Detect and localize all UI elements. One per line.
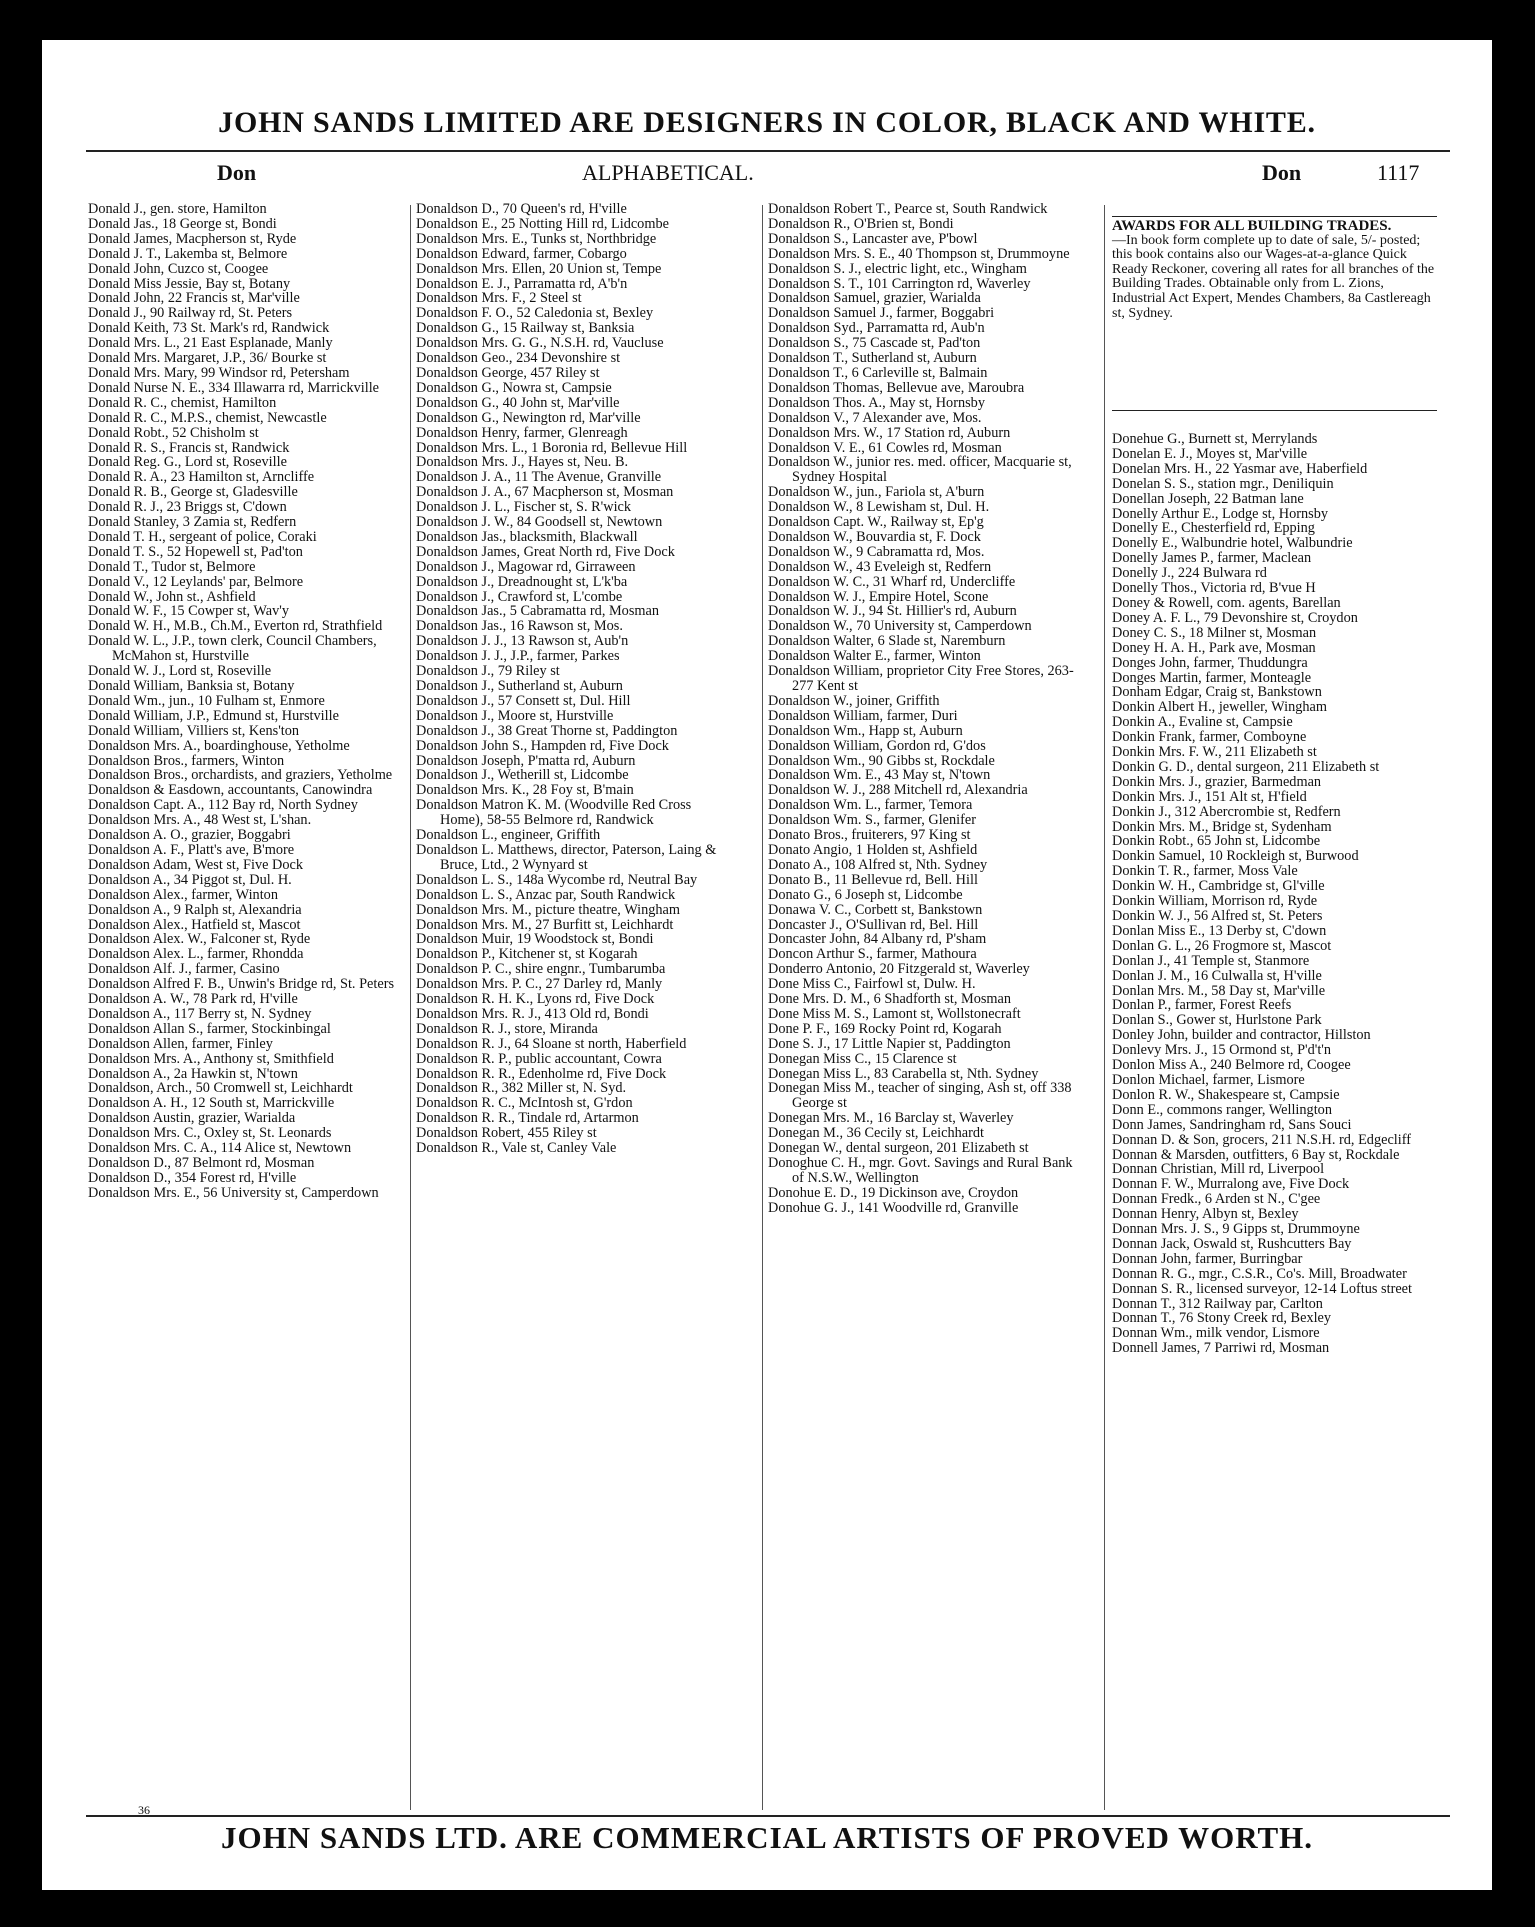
directory-entry: Donkin Mrs. J., grazier, Barmedman — [1112, 773, 1322, 790]
directory-entry: Donaldson Robert, 455 Riley st — [416, 1125, 597, 1142]
directory-entry: Donald Reg. G., Lord st, Roseville — [88, 454, 287, 471]
directory-entry: Donald W. F., 15 Cowper st, Wav'y — [88, 603, 289, 620]
directory-entry: Done Miss C., Fairfowl st, Dulw. H. — [768, 976, 976, 993]
directory-entry: Donaldson F. O., 52 Caledonia st, Bexley — [416, 305, 654, 322]
directory-entry: Donellan Joseph, 22 Batman lane — [1112, 490, 1304, 507]
directory-entry: Donelan E. J., Moyes st, Mar'ville — [1112, 445, 1308, 462]
directory-entry: Donaldson J. W., 84 Goodsell st, Newtown — [416, 514, 663, 531]
directory-entry: Donkin Robt., 65 John st, Lidcombe — [1112, 833, 1321, 850]
directory-entry: Donald Mrs. L., 21 East Esplanade, Manly — [88, 335, 333, 352]
directory-entry: Donnan Jack, Oswald st, Rushcutters Bay — [1112, 1235, 1352, 1252]
directory-entry: Doney & Rowell, com. agents, Barellan — [1112, 594, 1341, 611]
directory-entry: Donaldson Joseph, P'matta rd, Auburn — [416, 752, 636, 769]
directory-entry: Donkin W. H., Cambridge st, Gl'ville — [1112, 878, 1325, 895]
directory-entry: Donaldson R. P., public accountant, Cowra — [416, 1050, 662, 1067]
directory-entry: Donald William, Villiers st, Kens'ton — [88, 722, 300, 739]
directory-entry: Donaldson J., Dreadnought st, L'k'ba — [416, 573, 628, 590]
directory-entry: Donald W. H., M.B., Ch.M., Everton rd, Strathfield — [88, 618, 383, 635]
directory-entry: Donlon R. W., Shakespeare st, Campsie — [1112, 1086, 1340, 1103]
directory-entry: Donaldson J. J., 13 Rawson st, Aub'n — [416, 633, 629, 650]
directory-entry: Donaldson William, Gordon rd, G'dos — [768, 737, 986, 754]
directory-entry: Donaldson Jas., 16 Rawson st, Mos. — [416, 618, 623, 635]
directory-entry: Donaldson D., 354 Forest rd, H'ville — [88, 1169, 297, 1186]
directory-entry: Donlon Miss A., 240 Belmore rd, Coogee — [1112, 1057, 1351, 1074]
directory-entry: Donaldson Mrs. W., 17 Station rd, Auburn — [768, 424, 1011, 441]
directory-entry: Donaldson Allen, farmer, Finley — [88, 1035, 273, 1052]
directory-entry: Donnan & Marsden, outfitters, 6 Bay st, Rockdale — [1112, 1146, 1400, 1163]
directory-entry: Donges John, farmer, Thuddungra — [1112, 654, 1308, 671]
right-catchword: Don — [1262, 160, 1302, 185]
directory-entry: Donaldson W. C., 31 Wharf rd, Undercliffe — [768, 573, 1016, 590]
directory-entry: Donaldson A., 34 Piggot st, Dul. H. — [88, 871, 292, 888]
directory-entry: Donaldson & Easdown, accountants, Canowindra — [88, 782, 373, 799]
directory-page — [42, 40, 1492, 1890]
directory-entry: Doncon Arthur S., farmer, Mathoura — [768, 946, 977, 963]
directory-entry: Donaldson Alex., Hatfield st, Mascot — [88, 916, 301, 933]
directory-entry: Donlan P., farmer, Forest Reefs — [1112, 997, 1292, 1014]
directory-entry: Donelly E., Walbundrie hotel, Walbundrie — [1112, 535, 1353, 552]
directory-entry: Donaldson R., O'Brien st, Bondi — [768, 215, 954, 232]
directory-entry: Donlan S., Gower st, Hurlstone Park — [1112, 1012, 1322, 1029]
directory-entry: Donaldson W., junior res. med. officer, Macquarie st, Sydney Hospital — [768, 454, 1072, 486]
directory-entry: Donald T. S., 52 Hopewell st, Pad'ton — [88, 543, 303, 560]
directory-entry: Donald Stanley, 3 Zamia st, Redfern — [88, 514, 297, 531]
directory-entry: Donaldson S., 75 Cascade st, Pad'ton — [768, 335, 981, 352]
directory-entry: Donaldson A. F., Platt's ave, B'more — [88, 841, 295, 858]
directory-entry: Donaldson W., 43 Eveleigh st, Redfern — [768, 558, 992, 575]
directory-entry: Done Mrs. D. M., 6 Shadforth st, Mosman — [768, 991, 1012, 1008]
directory-entry: Donohue G. J., 141 Woodville rd, Granville — [768, 1199, 1019, 1216]
directory-entry: Donaldson S. T., 101 Carrington rd, Waverley — [768, 275, 1031, 292]
directory-entry: Donelan S. S., station mgr., Deniliquin — [1112, 475, 1334, 492]
directory-entry: Donald R. C., M.P.S., chemist, Newcastle — [88, 409, 327, 426]
directory-entry: Donald W. L., J.P., town clerk, Council Chambers, McMahon st, Hurstville — [88, 633, 377, 665]
column-divider — [1104, 205, 1105, 1810]
directory-entry: Donaldson A. W., 78 Park rd, H'ville — [88, 991, 298, 1008]
directory-entry: Donaldson Matron K. M. (Woodville Red Cross Home), 58-55 Belmore rd, Randwick — [416, 797, 692, 829]
directory-entry: Donaldson J., Moore st, Hurstville — [416, 707, 614, 724]
directory-entry: Donaldson Mrs. R. J., 413 Old rd, Bondi — [416, 1005, 649, 1022]
directory-entry: Donaldson Wm. S., farmer, Glenifer — [768, 812, 977, 829]
directory-entry: Donaldson J., Wetherill st, Lidcombe — [416, 767, 629, 784]
directory-entry: Donkin Mrs. J., 151 Alt st, H'field — [1112, 788, 1307, 805]
directory-entry: Donaldson V. E., 61 Cowles rd, Mosman — [768, 439, 1002, 456]
directory-entry: Donkin William, Morrison rd, Ryde — [1112, 893, 1318, 910]
directory-entry: Donaldson Mrs. Ellen, 20 Union st, Tempe — [416, 260, 662, 277]
directory-entry: Donaldson R. H. K., Lyons rd, Five Dock — [416, 991, 655, 1008]
directory-entry: Donald Miss Jessie, Bay st, Botany — [88, 275, 291, 292]
directory-entry: Donaldson R. C., McIntosh st, G'rdon — [416, 1095, 633, 1112]
directory-entry: Donaldson J., Magowar rd, Girraween — [416, 558, 636, 575]
directory-entry: Donlevy Mrs. J., 15 Ormond st, P'd't'n — [1112, 1042, 1332, 1059]
directory-entry: Donkin G. D., dental surgeon, 211 Elizabeth st — [1112, 758, 1380, 775]
directory-entry: Donaldson J. A., 67 Macpherson st, Mosman — [416, 484, 674, 501]
directory-entry: Donelly Arthur E., Lodge st, Hornsby — [1112, 505, 1329, 522]
directory-entry: Donaldson Mrs. E., 56 University st, Camperdown — [88, 1184, 379, 1201]
directory-entry: Donaldson Mrs. F., 2 Steel st — [416, 290, 582, 307]
directory-entry: Donaldson Thos. A., May st, Hornsby — [768, 394, 985, 411]
directory-entry: Donaldson R. R., Tindale rd, Artarmon — [416, 1110, 639, 1127]
directory-entry: Donaldson Alf. J., farmer, Casino — [88, 961, 280, 978]
directory-entry: Donaldson W. J., Empire Hotel, Scone — [768, 588, 989, 605]
directory-entry: Donaldson James, Great North rd, Five Dock — [416, 543, 675, 560]
directory-entry: Donnan S. R., licensed surveyor, 12-14 Loftus street — [1112, 1280, 1413, 1297]
directory-entry: Donaldson A. H., 12 South st, Marrickville — [88, 1095, 335, 1112]
directory-entry: Donaldson Mrs. K., 28 Foy st, B'main — [416, 782, 634, 799]
directory-entry: Donaldson R. R., Edenholme rd, Five Dock — [416, 1065, 667, 1082]
directory-entry: Donnan R. G., mgr., C.S.R., Co's. Mill, Broadwater — [1112, 1265, 1407, 1282]
directory-entry: Donaldson R. J., store, Miranda — [416, 1020, 598, 1037]
directory-entry: Donaldson Walter, 6 Slade st, Naremburn — [768, 633, 1006, 650]
directory-entry: Donoghue C. H., mgr. Govt. Savings and Rural Bank of N.S.W., Wellington — [768, 1155, 1073, 1186]
directory-entry: Donald W. J., Lord st, Roseville — [88, 663, 272, 680]
footer-page-number: 36 — [138, 1803, 150, 1817]
directory-entry: Donald R. C., chemist, Hamilton — [88, 394, 277, 411]
running-header — [42, 160, 1492, 190]
directory-entry: Donaldson Wm. L., farmer, Temora — [768, 797, 973, 814]
directory-entry: Donegan Miss C., 15 Clarence st — [768, 1050, 957, 1067]
advert-text: —In book form complete up to date of sale, 5/- posted; this book contains also our Wages-at-a-glance Quick Ready Reckoner, covering all rates for all branches of the Building Trades. Obtainable only from L. Zions, Industrial Act Expert, Mendes Chambers, 8a Castlereagh st, Sydney. — [1112, 232, 1435, 321]
directory-entry: Donelly Thos., Victoria rd, B'vue H — [1112, 580, 1316, 597]
directory-entry: Donkin W. J., 56 Alfred st, St. Peters — [1112, 908, 1323, 924]
directory-entry: Donaldson W., joiner, Griffith — [768, 692, 940, 709]
directory-column-4 — [1112, 432, 1442, 1812]
directory-entry: Donohue E. D., 19 Dickinson ave, Croydon — [768, 1184, 1019, 1201]
directory-entry: Donderro Antonio, 20 Fitzgerald st, Waverley — [768, 961, 1030, 978]
directory-entry: Donaldson W., jun., Fariola st, A'burn — [768, 484, 985, 501]
directory-entry: Donald Mrs. Mary, 99 Windsor rd, Petersham — [88, 364, 350, 381]
directory-entry: Donald R. S., Francis st, Randwick — [88, 439, 290, 456]
directory-entry: Donald V., 12 Leylands' par, Belmore — [88, 573, 304, 590]
directory-entry: Donaldson Mrs. P. C., 27 Darley rd, Manly — [416, 976, 663, 993]
directory-entry: Donlan J. M., 16 Culwalla st, H'ville — [1112, 967, 1322, 984]
directory-entry: Donato G., 6 Joseph st, Lidcombe — [768, 886, 963, 903]
directory-entry: Donaldson R., Vale st, Canley Vale — [416, 1140, 617, 1157]
directory-entry: Donaldson, Arch., 50 Cromwell st, Leichhardt — [88, 1080, 353, 1097]
directory-entry: Donaldson Adam, West st, Five Dock — [88, 856, 304, 873]
directory-entry: Donaldson Mrs. G. G., N.S.H. rd, Vaucluse — [416, 335, 664, 352]
directory-entry: Doncaster John, 84 Albany rd, P'sham — [768, 931, 987, 948]
directory-entry: Donato B., 11 Bellevue rd, Bell. Hill — [768, 871, 978, 888]
directory-entry: Donkin T. R., farmer, Moss Vale — [1112, 863, 1298, 880]
directory-entry: Donaldson Mrs. A., Anthony st, Smithfield — [88, 1050, 334, 1067]
directory-entry: Donaldson D., 87 Belmont rd, Mosman — [88, 1155, 315, 1171]
directory-entry: Donald Robt., 52 Chisholm st — [88, 424, 259, 441]
directory-entry: Donaldson William, proprietor City Free Stores, 263-277 Kent st — [768, 663, 1074, 694]
directory-entry: Donaldson J. J., J.P., farmer, Parkes — [416, 648, 620, 665]
directory-entry: Donald J., 90 Railway rd, St. Peters — [88, 305, 293, 322]
directory-entry: Donald T., Tudor st, Belmore — [88, 558, 256, 575]
directory-entry: Donaldson A. O., grazier, Boggabri — [88, 827, 291, 844]
directory-entry: Donnan Mrs. J. S., 9 Gipps st, Drummoyne — [1112, 1221, 1360, 1238]
directory-entry: Donaldson T., Sutherland st, Auburn — [768, 350, 977, 367]
directory-entry: Donnan John, farmer, Burringbar — [1112, 1250, 1303, 1267]
directory-entry: Donnan D. & Son, grocers, 211 N.S.H. rd, Edgecliff — [1112, 1131, 1411, 1148]
directory-entry: Donegan W., dental surgeon, 201 Elizabeth st — [768, 1140, 1029, 1157]
directory-entry: Donaldson W. J., 288 Mitchell rd, Alexandria — [768, 782, 1028, 799]
directory-entry: Donato Angio, 1 Holden st, Ashfield — [768, 841, 978, 858]
directory-entry: Donald William, Banksia st, Botany — [88, 678, 295, 694]
directory-entry: Donaldson J., 38 Great Thorne st, Paddington — [416, 722, 678, 739]
directory-entry: Donaldson T., 6 Carleville st, Balmain — [768, 364, 988, 381]
directory-entry: Donaldson J. A., 11 The Avenue, Granville — [416, 469, 662, 486]
directory-entry: Donaldson Alex. W., Falconer st, Ryde — [88, 931, 311, 948]
directory-entry: Donkin Mrs. M., Bridge st, Sydenham — [1112, 818, 1332, 835]
directory-entry: Donaldson Wm. E., 43 May st, N'town — [768, 767, 991, 784]
bottom-rule — [86, 1815, 1450, 1817]
directory-entry: Done S. J., 17 Little Napier st, Paddington — [768, 1035, 1011, 1052]
directory-entry: Donaldson George, 457 Riley st — [416, 364, 600, 381]
directory-entry: Donaldson E. J., Parramatta rd, A'b'n — [416, 275, 628, 292]
directory-entry: Donelly James P., farmer, Maclean — [1112, 550, 1312, 567]
directory-entry: Donald T. H., sergeant of police, Coraki — [88, 528, 317, 545]
advert-title: AWARDS FOR ALL BUILDING TRADES. — [1112, 218, 1392, 234]
directory-entry: Donald William, J.P., Edmund st, Hurstville — [88, 707, 339, 724]
directory-entry: Donelan Mrs. H., 22 Yasmar ave, Haberfield — [1112, 460, 1368, 477]
directory-entry: Donnan T., 312 Railway par, Carlton — [1112, 1295, 1323, 1312]
directory-entry: Donelly J., 224 Bulwara rd — [1112, 565, 1267, 582]
directory-entry: Donaldson G., 15 Railway st, Banksia — [416, 320, 635, 337]
top-advert-banner: JOHN SANDS LIMITED ARE DESIGNERS IN COLOR, BLACK AND WHITE. — [218, 106, 1316, 139]
directory-entry: Donnan Christian, Mill rd, Liverpool — [1112, 1161, 1325, 1178]
directory-entry: Donaldson Allan S., farmer, Stockinbingal — [88, 1020, 331, 1037]
directory-entry: Donaldson Wm., 90 Gibbs st, Rockdale — [768, 752, 995, 769]
page-number: 1117 — [1377, 160, 1420, 185]
directory-entry: Donaldson Mrs. L., 1 Boronia rd, Bellevue Hill — [416, 439, 688, 456]
directory-entry: Doney H. A. H., Park ave, Mosman — [1112, 639, 1316, 656]
directory-entry: Donaldson J., 79 Riley st — [416, 663, 560, 680]
directory-entry: Donaldson Mrs. E., Tunks st, Northbridge — [416, 230, 657, 247]
directory-entry: Donn E., commons ranger, Wellington — [1112, 1101, 1332, 1118]
directory-entry: Donaldson A., 2a Hawkin st, N'town — [88, 1065, 298, 1082]
directory-entry: Donaldson G., 40 John st, Mar'ville — [416, 394, 620, 411]
left-catchword: Don — [217, 160, 257, 185]
directory-entry: Donald J. T., Lakemba st, Belmore — [88, 245, 288, 262]
directory-entry: Donkin Albert H., jeweller, Wingham — [1112, 699, 1327, 716]
directory-entry: Donaldson D., 70 Queen's rd, H'ville — [416, 202, 627, 217]
directory-column-3 — [768, 202, 1088, 1822]
directory-column-2 — [416, 202, 734, 1822]
directory-entry: Donegan M., 36 Cecily st, Leichhardt — [768, 1125, 984, 1142]
directory-entry: Donaldson R., 382 Miller st, N. Syd. — [416, 1080, 627, 1097]
directory-entry: Donegan Mrs. M., 16 Barclay st, Waverley — [768, 1110, 1014, 1127]
directory-entry: Donnan T., 76 Stony Creek rd, Bexley — [1112, 1310, 1332, 1327]
directory-entry: Donnan Fredk., 6 Arden st N., C'gee — [1112, 1191, 1321, 1208]
directory-entry: Donlan J., 41 Temple st, Stanmore — [1112, 952, 1310, 969]
directory-entry: Donkin Frank, farmer, Comboyne — [1112, 729, 1307, 746]
directory-entry: Donaldson G., Newington rd, Mar'ville — [416, 409, 641, 426]
directory-entry: Donnan F. W., Murralong ave, Five Dock — [1112, 1176, 1350, 1193]
directory-entry: Donaldson Alex. L., farmer, Rhondda — [88, 946, 304, 963]
directory-entry: Donald R. B., George st, Gladesville — [88, 484, 298, 501]
directory-entry: Donaldson J. L., Fischer st, S. R'wick — [416, 499, 632, 516]
directory-entry: Donaldson Jas., blacksmith, Blackwall — [416, 528, 638, 545]
directory-entry: Donaldson J., 57 Consett st, Dul. Hill — [416, 692, 631, 709]
directory-entry: Donald Jas., 18 George st, Bondi — [88, 215, 277, 232]
directory-entry: Donald W., John st., Ashfield — [88, 588, 256, 605]
directory-entry: Donaldson J., Crawford st, L'combe — [416, 588, 623, 605]
directory-entry: Donges Martin, farmer, Monteagle — [1112, 669, 1312, 686]
directory-entry: Donaldson Mrs. M., 27 Burfitt st, Leichhardt — [416, 916, 674, 933]
column-divider — [410, 205, 411, 1810]
directory-entry: Donald Nurse N. E., 334 Illawarra rd, Marrickville — [88, 379, 380, 396]
directory-entry: Donaldson Samuel, grazier, Warialda — [768, 290, 981, 307]
directory-entry: Donald James, Macpherson st, Ryde — [88, 230, 297, 247]
directory-entry: Donaldson Capt. A., 112 Bay rd, North Sydney — [88, 797, 358, 814]
directory-entry: Donehue G., Burnett st, Merrylands — [1112, 432, 1318, 447]
directory-entry: Donaldson Walter E., farmer, Winton — [768, 648, 981, 665]
directory-entry: Donegan Miss M., teacher of singing, Ash st, off 338 George st — [768, 1080, 1072, 1112]
directory-entry: Donkin J., 312 Abercrombie st, Redfern — [1112, 803, 1341, 820]
section-title: ALPHABETICAL. — [582, 160, 754, 185]
building-trades-advert — [1112, 216, 1437, 321]
directory-entry: Done Miss M. S., Lamont st, Wollstonecraft — [768, 1005, 1021, 1022]
directory-entry: Doney C. S., 18 Milner st, Mosman — [1112, 624, 1317, 641]
directory-entry: Donaldson Geo., 234 Devonshire st — [416, 350, 621, 367]
directory-entry: Donaldson Mrs. C. A., 114 Alice st, Newtown — [88, 1140, 352, 1157]
directory-entry: Donkin A., Evaline st, Campsie — [1112, 714, 1293, 731]
directory-entry: Donaldson Mrs. M., picture theatre, Wingham — [416, 901, 680, 918]
directory-entry: Donaldson A., 117 Berry st, N. Sydney — [88, 1005, 312, 1022]
directory-entry: Donaldson L. S., Anzac par, South Randwick — [416, 886, 676, 903]
directory-entry: Donn James, Sandringham rd, Sans Souci — [1112, 1116, 1352, 1133]
directory-entry: Donaldson L., engineer, Griffith — [416, 827, 601, 844]
directory-entry: Donkin Mrs. F. W., 211 Elizabeth st — [1112, 744, 1317, 761]
directory-entry: Donald J., gen. store, Hamilton — [88, 202, 267, 217]
directory-entry: Donaldson J., Sutherland st, Auburn — [416, 678, 623, 694]
directory-entry: Donnan Henry, Albyn st, Bexley — [1112, 1206, 1299, 1223]
directory-entry: Donaldson Muir, 19 Woodstock st, Bondi — [416, 931, 654, 948]
directory-entry: Donaldson L. Matthews, director, Paterson, Laing & Bruce, Ltd., 2 Wynyard st — [416, 841, 717, 873]
directory-entry: Donaldson William, farmer, Duri — [768, 707, 958, 724]
directory-entry: Donaldson Syd., Parramatta rd, Aub'n — [768, 320, 985, 337]
directory-entry: Donaldson Alex., farmer, Winton — [88, 886, 278, 903]
advert-rule — [1112, 410, 1437, 411]
directory-entry: Donaldson Henry, farmer, Glenreagh — [416, 424, 628, 441]
column-divider — [762, 205, 763, 1810]
directory-entry: Donlan Miss E., 13 Derby st, C'down — [1112, 922, 1327, 939]
directory-entry: Donaldson Wm., Happ st, Auburn — [768, 722, 963, 739]
directory-entry: Done P. F., 169 Rocky Point rd, Kogarah — [768, 1020, 1002, 1037]
directory-entry: Donegan Miss L., 83 Carabella st, Nth. Sydney — [768, 1065, 1039, 1082]
directory-entry: Donato Bros., fruiterers, 97 King st — [768, 827, 971, 844]
directory-entry: Donald R. J., 23 Briggs st, C'down — [88, 499, 287, 516]
directory-entry: Donaldson W., Bouvardia st, F. Dock — [768, 528, 981, 545]
directory-entry: Donnan Wm., milk vendor, Lismore — [1112, 1325, 1320, 1342]
directory-entry: Donaldson G., Nowra st, Campsie — [416, 379, 612, 396]
directory-entry: Donaldson R. J., 64 Sloane st north, Haberfield — [416, 1035, 687, 1052]
directory-entry: Donaldson Austin, grazier, Warialda — [88, 1110, 296, 1127]
directory-entry: Donlan G. L., 26 Frogmore st, Mascot — [1112, 937, 1332, 954]
directory-entry: Donaldson W., 9 Cabramatta rd, Mos. — [768, 543, 985, 560]
directory-entry: Donaldson S., Lancaster ave, P'bowl — [768, 230, 978, 247]
directory-entry: Donaldson W., 70 University st, Camperdown — [768, 618, 1032, 635]
directory-entry: Doney A. F. L., 79 Devonshire st, Croydon — [1112, 609, 1358, 626]
directory-entry: Donald John, Cuzco st, Coogee — [88, 260, 269, 277]
directory-entry: Donlon Michael, farmer, Lismore — [1112, 1071, 1305, 1088]
directory-entry: Donaldson V., 7 Alexander ave, Mos. — [768, 409, 982, 426]
directory-entry: Donawa V. C., Corbett st, Bankstown — [768, 901, 983, 918]
directory-entry: Donald Wm., jun., 10 Fulham st, Enmore — [88, 692, 325, 709]
directory-entry: Donaldson W. J., 94 St. Hillier's rd, Auburn — [768, 603, 1017, 620]
directory-entry: Donald John, 22 Francis st, Mar'ville — [88, 290, 300, 307]
directory-entry: Donaldson P. C., shire engnr., Tumbarumba — [416, 961, 666, 978]
directory-entry: Donaldson Robert T., Pearce st, South Randwick — [768, 202, 1048, 217]
directory-entry: Donaldson Jas., 5 Cabramatta rd, Mosman — [416, 603, 660, 620]
directory-entry: Donaldson Thomas, Bellevue ave, Maroubra — [768, 379, 1025, 396]
directory-entry: Donaldson Mrs. S. E., 40 Thompson st, Drummoyne — [768, 245, 1070, 262]
directory-entry: Donley John, builder and contractor, Hillston — [1112, 1027, 1371, 1044]
bottom-advert-banner: JOHN SANDS LTD. ARE COMMERCIAL ARTISTS OF PROVED WORTH. — [220, 1820, 1314, 1855]
directory-entry: Donaldson S. J., electric light, etc., Wingham — [768, 260, 1027, 277]
directory-entry: Donaldson Bros., farmers, Winton — [88, 752, 285, 769]
top-rule — [86, 150, 1450, 152]
directory-entry: Donaldson Mrs. A., 48 West st, L'shan. — [88, 812, 312, 829]
directory-entry: Donaldson Mrs. C., Oxley st, St. Leonards — [88, 1125, 332, 1142]
directory-entry: Donaldson A., 9 Ralph st, Alexandria — [88, 901, 302, 918]
directory-entry: Donaldson W., 8 Lewisham st, Dul. H. — [768, 499, 990, 516]
directory-entry: Donelly E., Chesterfield rd, Epping — [1112, 520, 1315, 537]
directory-entry: Donald Mrs. Margaret, J.P., 36/ Bourke st — [88, 350, 327, 367]
directory-entry: Donaldson Edward, farmer, Cobargo — [416, 245, 627, 262]
directory-entry: Donlan Mrs. M., 58 Day st, Mar'ville — [1112, 982, 1326, 999]
directory-entry: Donaldson Mrs. J., Hayes st, Neu. B. — [416, 454, 629, 471]
directory-entry: Donnell James, 7 Parriwi rd, Mosman — [1112, 1340, 1330, 1357]
directory-entry: Donaldson Mrs. A., boardinghouse, Yetholme — [88, 737, 350, 754]
directory-entry: Donaldson P., Kitchener st, st Kogarah — [416, 946, 638, 963]
directory-entry: Donald R. A., 23 Hamilton st, Arncliffe — [88, 469, 315, 486]
directory-entry: Doncaster J., O'Sullivan rd, Bel. Hill — [768, 916, 979, 933]
directory-entry: Donaldson L. S., 148a Wycombe rd, Neutral Bay — [416, 871, 698, 888]
directory-entry: Donham Edgar, Craig st, Bankstown — [1112, 684, 1322, 701]
directory-entry: Donato A., 108 Alfred st, Nth. Sydney — [768, 856, 988, 873]
directory-entry: Donkin Samuel, 10 Rockleigh st, Burwood — [1112, 848, 1359, 865]
directory-entry: Donald Keith, 73 St. Mark's rd, Randwick — [88, 320, 330, 337]
directory-column-1 — [88, 202, 406, 1822]
directory-entry: Donaldson Samuel J., farmer, Boggabri — [768, 305, 995, 322]
directory-entry: Donaldson Alfred F. B., Unwin's Bridge rd, St. Peters — [88, 976, 395, 993]
directory-entry: Donaldson E., 25 Notting Hill rd, Lidcombe — [416, 215, 669, 232]
directory-entry: Donaldson Bros., orchardists, and graziers, Yetholme — [88, 767, 393, 784]
directory-entry: Donaldson John S., Hampden rd, Five Dock — [416, 737, 669, 754]
directory-entry: Donaldson Capt. W., Railway st, Ep'g — [768, 514, 984, 531]
